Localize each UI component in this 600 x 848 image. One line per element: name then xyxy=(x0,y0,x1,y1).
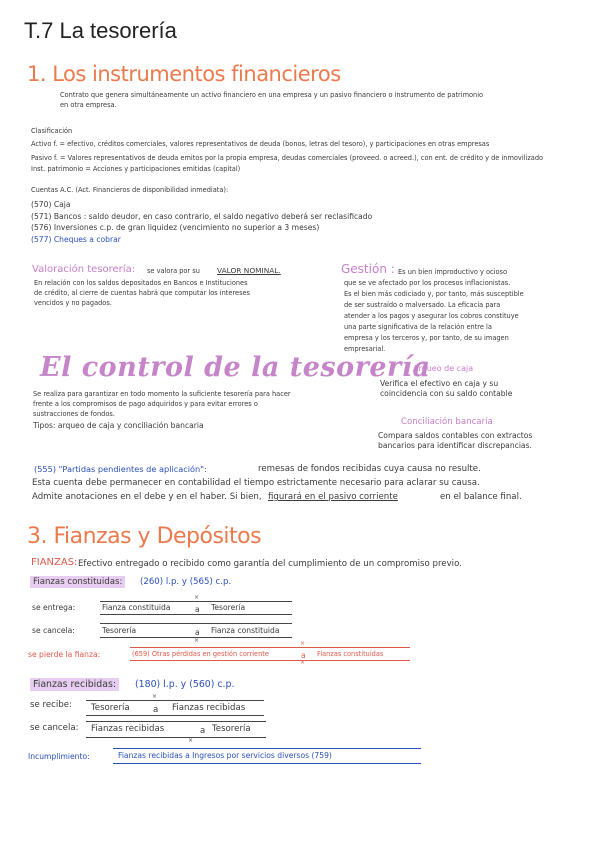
perdidas-account: (659) Otras pérdidas en gestión corriente xyxy=(132,650,269,658)
cancela-top-line xyxy=(100,623,292,624)
page-title: T.7 La tesorería xyxy=(24,18,177,43)
cuenta-571: (571) Bancos : saldo deudor, en caso contrario, el saldo negativo deberá ser reclasificado xyxy=(31,212,373,221)
fianzas-constituidas-label: Fianzas constituidas: xyxy=(30,576,125,588)
control-heading: El control de la tesorería xyxy=(40,352,431,383)
cancela2-a: a xyxy=(200,726,206,736)
arqueo-line1: Verifica el efectivo en caja y su xyxy=(380,379,499,388)
gestion-line-7: empresarial. xyxy=(344,345,386,353)
incumplimiento-bottom-line xyxy=(113,763,421,764)
recibe-x-mark: × xyxy=(152,693,158,700)
valoracion-text: se valora por su xyxy=(147,267,200,275)
conciliacion-line2: bancarios para identificar discrepancias. xyxy=(378,441,532,450)
se-cancela2-label: se cancela: xyxy=(30,723,79,733)
gestion-line-2: Es el bien más codiciado y, por tanto, más susceptible xyxy=(344,290,524,298)
gestion-line-5: una parte significativa de la relación entre la xyxy=(344,323,492,331)
entrega-credit: Tesorería xyxy=(211,603,246,612)
recibe-credit: Fianzas recibidas xyxy=(172,703,246,713)
fianzas-definition: Efectivo entregado o recibido como garantía del cumplimiento de un compromiso previo. xyxy=(78,559,462,569)
cuenta-570: (570) Caja xyxy=(31,200,71,209)
entrega-debit: Fianza constituida xyxy=(102,603,171,612)
recibe-a: a xyxy=(153,705,159,715)
cancela2-x-mark: × xyxy=(188,737,194,744)
fianzas-label: FIANZAS: xyxy=(31,557,78,568)
gestion-line-6: empresa y los terceros y, por tanto, de su imagen xyxy=(344,334,509,342)
fianzas-recibidas-accounts: (180) l.p. y (560) c.p. xyxy=(135,679,235,690)
instrumento-patrimonio: Inst. patrimonio = Acciones y participaciones emitidas (capital) xyxy=(31,165,241,173)
partidas-line3a: Admite anotaciones en el debe y en el haber. Si bien, xyxy=(32,492,262,502)
gestion-line-1: que se ve afectado por los procesos inflacionistas. xyxy=(344,279,511,287)
valoracion-line3: de crédito, al cierre de cuentas habrá que computar los intereses xyxy=(34,289,250,297)
gestion-label: Gestión : xyxy=(341,262,395,276)
incumplimiento-label: Incumplimiento: xyxy=(28,752,90,761)
pierde-x-mark-top: × xyxy=(300,640,306,647)
activo-financiero: Activo f. = efectivo, créditos comerciales, valores representativos de deuda (bonos, letras del tesoro), y participaciones en otras empresas xyxy=(31,140,490,148)
cuentas-title: Cuentas A.C. (Act. Financieros de disponibilidad inmediata): xyxy=(31,186,229,194)
section3-heading: 3. Fianzas y Depósitos xyxy=(27,524,262,549)
incumplimiento-top-line xyxy=(113,748,421,749)
se-pierde-label: se pierde la fianza: xyxy=(28,650,101,659)
cancela2-debit: Fianzas recibidas xyxy=(91,724,165,734)
partidas-label: (555) "Partidas pendientes de aplicación": xyxy=(34,464,207,474)
entrega-x-mark: × xyxy=(194,594,200,601)
gestion-line-4: atender a los pagos y asegurar los cobros constituye xyxy=(344,312,519,320)
entrega-a: a xyxy=(195,605,200,614)
fianzas-constituidas-accounts: (260) l.p. y (565) c.p. xyxy=(140,577,232,587)
cuenta-576: (576) Inversiones c.p. de gran liquidez (vencimiento no superior a 3 meses) xyxy=(31,223,320,232)
pierde-bottom-line xyxy=(130,660,410,661)
partidas-line2: Esta cuenta debe permanecer en contabilidad el tiempo estrictamente necesario para aclarar su causa. xyxy=(32,478,480,488)
control-line3: sustracciones de fondos. xyxy=(33,410,115,418)
recibe-top-line xyxy=(86,700,264,701)
cancela-credit: Fianza constituida xyxy=(211,626,280,635)
cancela2-top-line xyxy=(86,721,266,722)
pasivo-financiero: Pasivo f. = Valores representativos de deuda emitos por la propia empresa, deudas comerciales (proveed. o acreed.), con ent. de crédito y de inmovilizado xyxy=(31,154,544,162)
se-cancela-label: se cancela: xyxy=(32,626,75,635)
cancela-x-mark: × xyxy=(194,637,200,644)
section1-intro-line1: Contrato que genera simultáneamente un activo financiero en una empresa y un pasivo financiero o instrumento de patrimonio xyxy=(60,91,484,99)
cuenta-577: (577) Cheques a cobrar xyxy=(31,235,121,244)
section1-heading: 1. Los instrumentos financieros xyxy=(27,62,341,86)
pierde-credit: Fianzas constituidas xyxy=(317,650,384,658)
entrega-top-line xyxy=(100,601,292,602)
se-recibe-label: se recibe: xyxy=(30,700,72,710)
pierde-x-mark-bottom: × xyxy=(300,659,306,666)
fianzas-recibidas-label: Fianzas recibidas: xyxy=(30,678,119,691)
gestion-line-3: de ser sustraído o malversado. La eficacia para xyxy=(344,301,501,309)
se-entrega-label: se entrega: xyxy=(32,603,76,612)
arqueo-title: Arqueo de caja xyxy=(413,364,474,373)
cancela-a: a xyxy=(195,628,200,637)
pierde-a: a xyxy=(301,651,306,660)
partidas-line3b: figurará en el pasivo corriente xyxy=(268,492,398,502)
entrega-bottom-line xyxy=(100,614,292,615)
cancela2-bottom-line xyxy=(86,737,266,738)
incumplimiento-entry: Fianzas recibidas a Ingresos por servicios diversos (759) xyxy=(118,751,332,760)
control-line2: frente a los compromisos de pago adquiridos y para evitar errores o xyxy=(33,400,258,408)
partidas-line3c: en el balance final. xyxy=(440,492,522,502)
control-line1: Se realiza para garantizar en todo momento la suficiente tesorería para hacer xyxy=(33,390,291,398)
pierde-top-line xyxy=(130,647,410,648)
valoracion-line2: En relación con los saldos depositados en Bancos e Instituciones xyxy=(34,279,248,287)
cancela2-credit: Tesorería xyxy=(212,724,251,734)
conciliacion-line1: Compara saldos contables con extractos xyxy=(378,431,533,440)
cancela-debit: Tesorería xyxy=(102,626,137,635)
gestion-line-0: Es un bien improductivo y ocioso xyxy=(398,268,507,276)
valoracion-label: Valoración tesorería: xyxy=(32,264,136,275)
partidas-text1: remesas de fondos recibidas cuya causa no resulte. xyxy=(258,464,481,474)
arqueo-line2: coincidencia con su saldo contable xyxy=(380,389,513,398)
recibe-bottom-line xyxy=(86,715,264,716)
conciliacion-title: Conciliación bancaria xyxy=(401,417,493,427)
section1-intro-line2: en otra empresa. xyxy=(60,101,117,109)
valor-nominal: VALOR NOMINAL. xyxy=(217,266,281,275)
valoracion-line4: vencidos y no pagados. xyxy=(34,299,112,307)
clasificacion-label: Clasificación xyxy=(31,127,73,135)
control-tipos: Tipos: arqueo de caja y conciliación bancaria xyxy=(33,421,204,430)
recibe-debit: Tesorería xyxy=(91,703,130,713)
